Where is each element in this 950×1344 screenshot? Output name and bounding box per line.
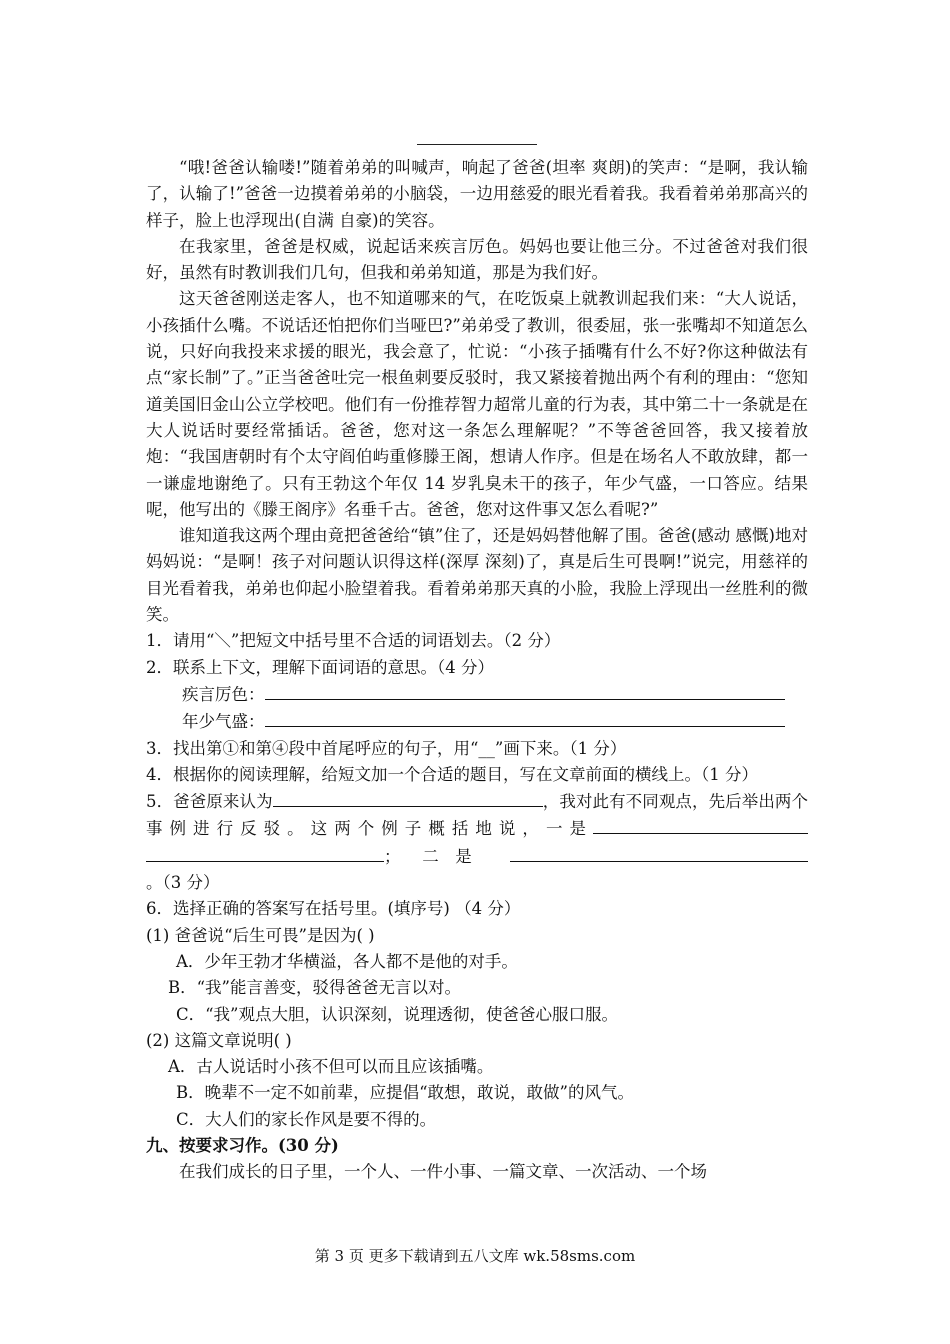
answer-blank-5d[interactable] [510,843,808,862]
question-2: 2．联系上下文，理解下面词语的意思。（4 分） [146,657,494,677]
question-6-1-option-b: B．“我”能言善变，驳得爸爸无言以对。 [168,978,461,998]
question-5 [146,788,808,896]
question-2a-row [146,681,808,708]
question-6-2-option-b: B．晚辈不一定不如前辈，应提倡“敢想，敢说，敢做”的风气。 [176,1083,634,1103]
answer-blank-2b[interactable] [265,708,785,727]
question-6: 6．选择正确的答案写在括号里。(填序号) （4 分） [146,899,521,919]
question-6-1: (1) 爸爸说“后生可畏”是因为( ) [146,925,375,945]
question-6-2: (2) 这篇文章说明( ) [146,1030,292,1050]
passage-paragraph-3: 这天爸爸刚送走客人，也不知道哪来的气，在吃饭桌上就教训起我们来：“大人说话，小孩插什么嘴。不说话还怕把你们当哑巴?”弟弟受了教训，很委屈，张一张嘴却不知道怎么说，只好向我投来求援的眼光，我会意了，忙说：“小孩子插嘴有什么不好?你这种做法有点“家长制”了。”正当爸爸吐完一根鱼刺要反驳时，我又紧接着抛出两个有利的理由：“您知道美国旧金山公立学校吧。他们有一份推荐智力超常儿童的行为表，其中第二十一条就是在大人说话时要经常插话。爸爸，您对这一条怎么理解呢？”不等爸爸回答，我又接着放炮：“我国唐朝时有个太守阎伯屿重修滕王阁，想请人作序。但是在场名人不敢放肆，都一一谦虚地谢绝了。只有王勃这个年仅 14 岁乳臭未干的孩子，年少气盛，一口答应。结果呢，他写出的《滕王阁序》名垂千古。爸爸，您对这件事又怎么看呢?” [146,289,808,519]
question-6-2-option-c: C．大人们的家长作风是要不得的。 [176,1109,437,1129]
title-blank-line [417,144,537,145]
question-4: 4．根据你的阅读理解，给短文加一个合适的题目，写在文章前面的横线上。（1 分） [146,764,758,784]
answer-blank-2a[interactable] [265,681,785,700]
question-6-1-option-c: C．“我”观点大胆，认识深刻，说理透彻，使爸爸心服口服。 [176,1004,618,1024]
answer-blank-5b[interactable] [593,815,808,834]
question-5-part-d: 。（3 分） [146,873,220,893]
document-page [146,130,808,1186]
question-2b-label: 年少气盛： [182,712,265,732]
question-5-part-c: ； 二是 [384,846,510,866]
question-3: 3．找出第①和第④段中首尾呼应的句子，用“__”画下来。（1 分） [146,738,627,758]
question-1: 1．请用“＼”把短文中括号里不合适的词语划去。（2 分） [146,631,561,651]
section-9-intro: 在我们成长的日子里，一个人、一件小事、一篇文章、一次活动、一个场 [179,1162,707,1182]
question-6-2-option-a: A．古人说话时小孩不但可以而且应该插嘴。 [168,1057,494,1077]
answer-blank-5a[interactable] [273,788,543,807]
section-9-heading: 九、按要求习作。(30 分) [146,1135,339,1155]
question-5-part-a: 5．爸爸原来认为 [146,792,273,812]
passage-paragraph-4: 谁知道我这两个理由竟把爸爸给“镇”住了，还是妈妈替他解了围。爸爸(感动 感慨)地对妈妈说：“是啊！孩子对问题认识得这样(深厚 深刻)了，真是后生可畏啊!”说完，用慈祥的目光看着我，弟弟也仰起小脸望着我。看着弟弟那天真的小脸，我脸上浮现出一丝胜利的微笑。 [146,526,808,625]
passage-paragraph-2: 在我家里，爸爸是权威，说起话来疾言厉色。妈妈也要让他三分。不过爸爸对我们很好，虽然有时教训我们几句，但我和弟弟知道，那是为我们好。 [146,236,808,283]
question-6-1-option-a: A．少年王勃才华横溢，各人都不是他的对手。 [176,951,518,971]
question-2b-row [146,708,808,735]
passage-paragraph-1: “哦!爸爸认输喽!”随着弟弟的叫喊声，响起了爸爸(坦率 爽朗)的笑声：“是啊，我认输了，认输了!”爸爸一边摸着弟弟的小脑袋，一边用慈爱的眼光看着我。我看着弟弟那高兴的样子，脸上也浮现出(自满 自豪)的笑容。 [146,158,808,230]
answer-blank-5c[interactable] [146,843,384,862]
question-5-part-b: ，我对此有不同观点，先后举出两个事例进行反驳。这两个例子概括地说，一是 [146,792,809,839]
page-footer: 第 3 页 更多下载请到五八文库 wk.58sms.com [314,1247,636,1265]
question-2a-label: 疾言厉色： [182,684,265,704]
